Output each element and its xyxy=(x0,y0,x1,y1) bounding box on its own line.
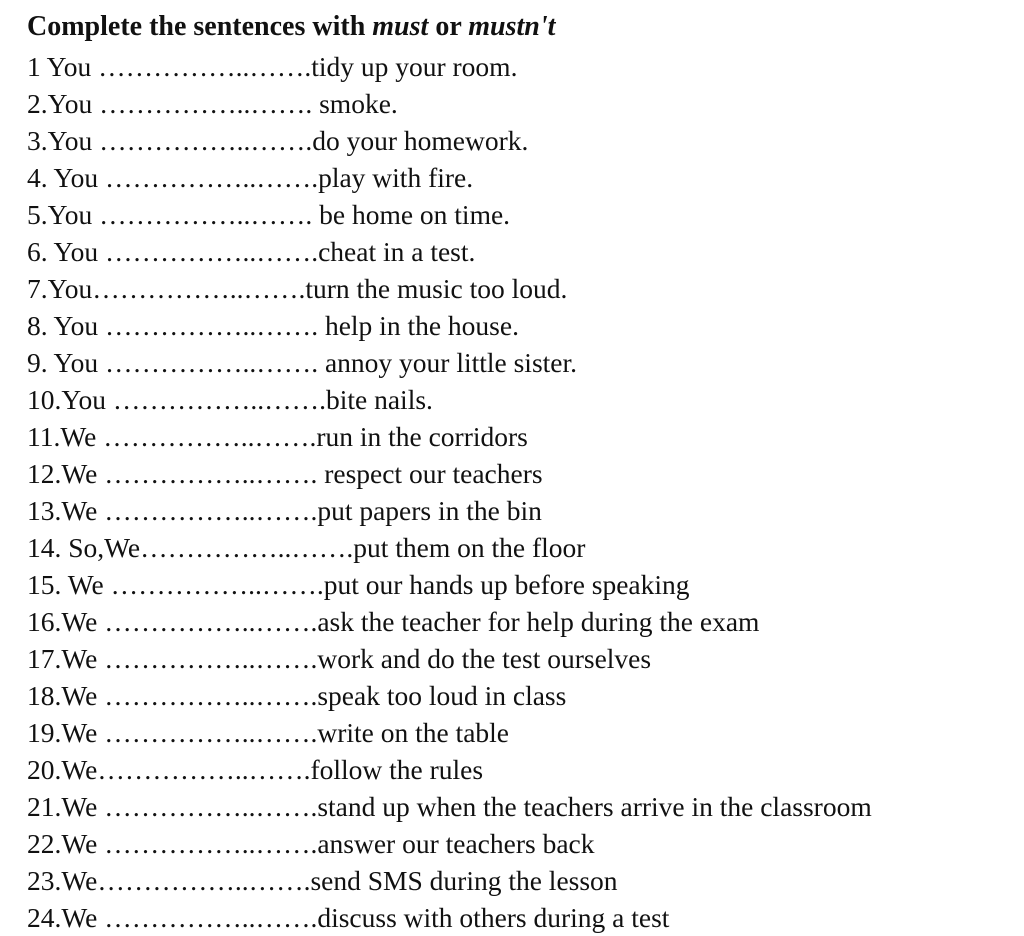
exercise-line: 16.We ……………..…….ask the teacher for help during the exam xyxy=(27,606,760,637)
exercise-line: 3.You ……………..…….do your homework. xyxy=(27,125,529,156)
exercise-line: 20.We……………..…….follow the rules xyxy=(27,754,484,785)
exercise-line: 15. We ……………..…….put our hands up before speaking xyxy=(27,569,690,600)
exercise-line: 8. You ……………..……. help in the house. xyxy=(27,310,519,341)
exercise-line: 21.We ……………..…….stand up when the teachers arrive in the classroom xyxy=(27,791,872,822)
exercise-line: 2.You ……………..……. smoke. xyxy=(27,88,398,119)
exercise-line: 17.We ……………..…….work and do the test ourselves xyxy=(27,643,652,674)
exercise-line: 19.We ……………..…….write on the table xyxy=(27,717,510,748)
exercise-line: 1 You ……………..…….tidy up your room. xyxy=(27,51,518,82)
exercise-line: 12.We ……………..……. respect our teachers xyxy=(27,458,543,489)
exercise-line: 11.We ……………..…….run in the corridors xyxy=(27,421,528,452)
title-word-mustnt: mustn't xyxy=(468,11,556,42)
exercise-line: 5.You ……………..……. be home on time. xyxy=(27,199,511,230)
title-prefix: Complete the sentences with xyxy=(27,11,373,42)
exercise-line: 18.We ……………..…….speak too loud in class xyxy=(27,680,567,711)
exercise-line: 22.We ……………..…….answer our teachers back xyxy=(27,828,595,859)
title-middle: or xyxy=(428,11,469,42)
exercise-line: 4. You ……………..…….play with fire. xyxy=(27,162,474,193)
title-word-must: must xyxy=(372,11,429,42)
exercise-line: 23.We……………..…….send SMS during the lesson xyxy=(27,865,618,896)
exercise-line: 24.We ……………..…….discuss with others during a test xyxy=(27,902,670,933)
worksheet-title xyxy=(27,8,1017,48)
exercise-line: 7.You……………..…….turn the music too loud. xyxy=(27,273,568,304)
exercise-line: 14. So,We……………..…….put them on the floor xyxy=(27,532,586,563)
worksheet xyxy=(27,8,1017,936)
exercise-line: 10.You ……………..…….bite nails. xyxy=(27,384,433,415)
exercise-line: 6. You ……………..…….cheat in a test. xyxy=(27,236,476,267)
exercise-line: 9. You ……………..……. annoy your little sister. xyxy=(27,347,578,378)
exercise-line: 13.We ……………..…….put papers in the bin xyxy=(27,495,542,526)
